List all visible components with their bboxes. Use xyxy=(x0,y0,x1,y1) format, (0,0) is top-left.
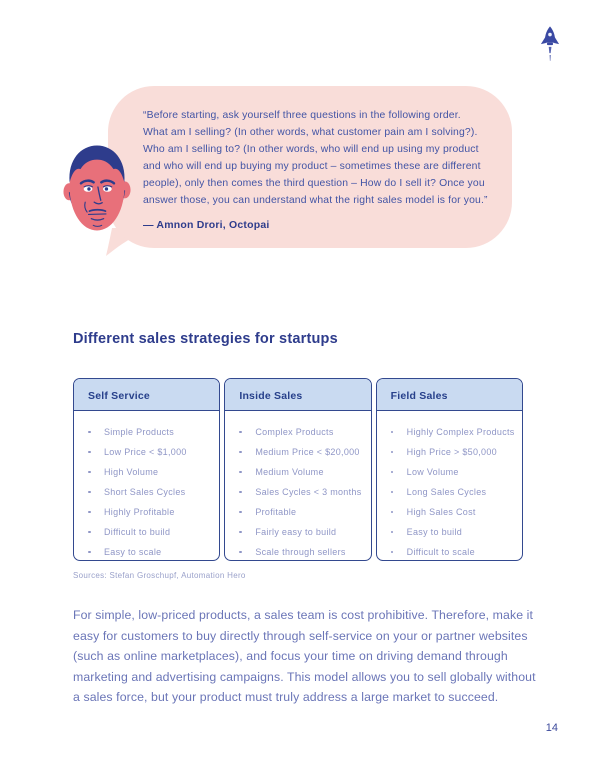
sources-note: Sources: Stefan Groschupf, Automation Hero xyxy=(73,571,246,580)
bullet-icon xyxy=(88,511,91,514)
page-number: 14 xyxy=(545,722,558,734)
strategy-cards-row xyxy=(73,378,523,561)
rocket-icon xyxy=(538,25,562,65)
body-paragraph: For simple, low-priced products, a sales team is cost prohibitive. Therefore, make it easy for customers to buy directly through self-service on your or partner websites (such as online marketplaces), and focus your time on driving demand through marketing and advertising campaigns. This model allows you to sell globally without a sales force, but your product must truly address a large market to succeed. xyxy=(73,608,536,704)
card-header xyxy=(74,379,219,411)
card-item-list xyxy=(377,411,522,557)
list-item: Scale through sellers xyxy=(237,547,364,557)
list-item: High Price > $50,000 xyxy=(389,447,516,457)
card-item-list xyxy=(74,411,219,557)
bullet-icon xyxy=(391,551,394,554)
list-item: Low Price < $1,000 xyxy=(86,447,213,457)
bullet-icon xyxy=(391,431,394,434)
bullet-icon xyxy=(88,491,91,494)
bullet-icon xyxy=(88,531,91,534)
list-item: Long Sales Cycles xyxy=(389,487,516,497)
list-item: Highly Complex Products xyxy=(389,427,516,437)
bullet-icon xyxy=(239,551,242,554)
list-item: Short Sales Cycles xyxy=(86,487,213,497)
list-item: High Sales Cost xyxy=(389,507,516,517)
list-item: Sales Cycles < 3 months xyxy=(237,487,364,497)
bullet-icon xyxy=(239,511,242,514)
list-item: High Volume xyxy=(86,467,213,477)
list-item: Easy to scale xyxy=(86,547,213,557)
list-item: Low Volume xyxy=(389,467,516,477)
card-header xyxy=(225,379,370,411)
bullet-icon xyxy=(239,431,242,434)
man-face-illustration xyxy=(63,141,131,235)
list-item: Profitable xyxy=(237,507,364,517)
bullet-icon xyxy=(391,471,394,474)
bullet-icon xyxy=(391,531,394,534)
list-item: Difficult to scale xyxy=(389,547,516,557)
bullet-icon xyxy=(88,551,91,554)
card-field-sales xyxy=(376,378,523,561)
bullet-icon xyxy=(391,511,394,514)
card-header xyxy=(377,379,522,411)
bullet-icon xyxy=(239,471,242,474)
bullet-icon xyxy=(239,451,242,454)
list-item: Medium Volume xyxy=(237,467,364,477)
bullet-icon xyxy=(391,451,394,454)
list-item: Simple Products xyxy=(86,427,213,437)
card-title: Field Sales xyxy=(390,390,448,402)
card-inside-sales xyxy=(224,378,371,561)
list-item: Difficult to build xyxy=(86,527,213,537)
bullet-icon xyxy=(88,471,91,474)
bullet-icon xyxy=(239,491,242,494)
section-heading: Different sales strategies for startups xyxy=(73,331,338,347)
bullet-icon xyxy=(88,431,91,434)
card-title: Inside Sales xyxy=(239,390,303,402)
quote-attribution: — Amnon Drori, Octopai xyxy=(143,219,270,231)
card-item-list xyxy=(225,411,370,557)
bullet-icon xyxy=(239,531,242,534)
bullet-icon xyxy=(88,451,91,454)
list-item: Easy to build xyxy=(389,527,516,537)
list-item: Fairly easy to build xyxy=(237,527,364,537)
bullet-icon xyxy=(391,491,394,494)
card-title: Self Service xyxy=(88,390,150,402)
quote-text: “Before starting, ask yourself three questions in the following order. What am I selling? (In other words, what customer pain am I solving?). Who am I selling to? (In other words, who will end up using my product and who will end up buying my product – sometimes these are different people), only then comes the third question – How do I sell it? Once you answer those, you can understand what the right sales model is for you.” xyxy=(143,110,488,206)
list-item: Medium Price < $20,000 xyxy=(237,447,364,457)
list-item: Complex Products xyxy=(237,427,364,437)
card-self-service xyxy=(73,378,220,561)
quote-bubble xyxy=(108,86,512,248)
list-item: Highly Profitable xyxy=(86,507,213,517)
